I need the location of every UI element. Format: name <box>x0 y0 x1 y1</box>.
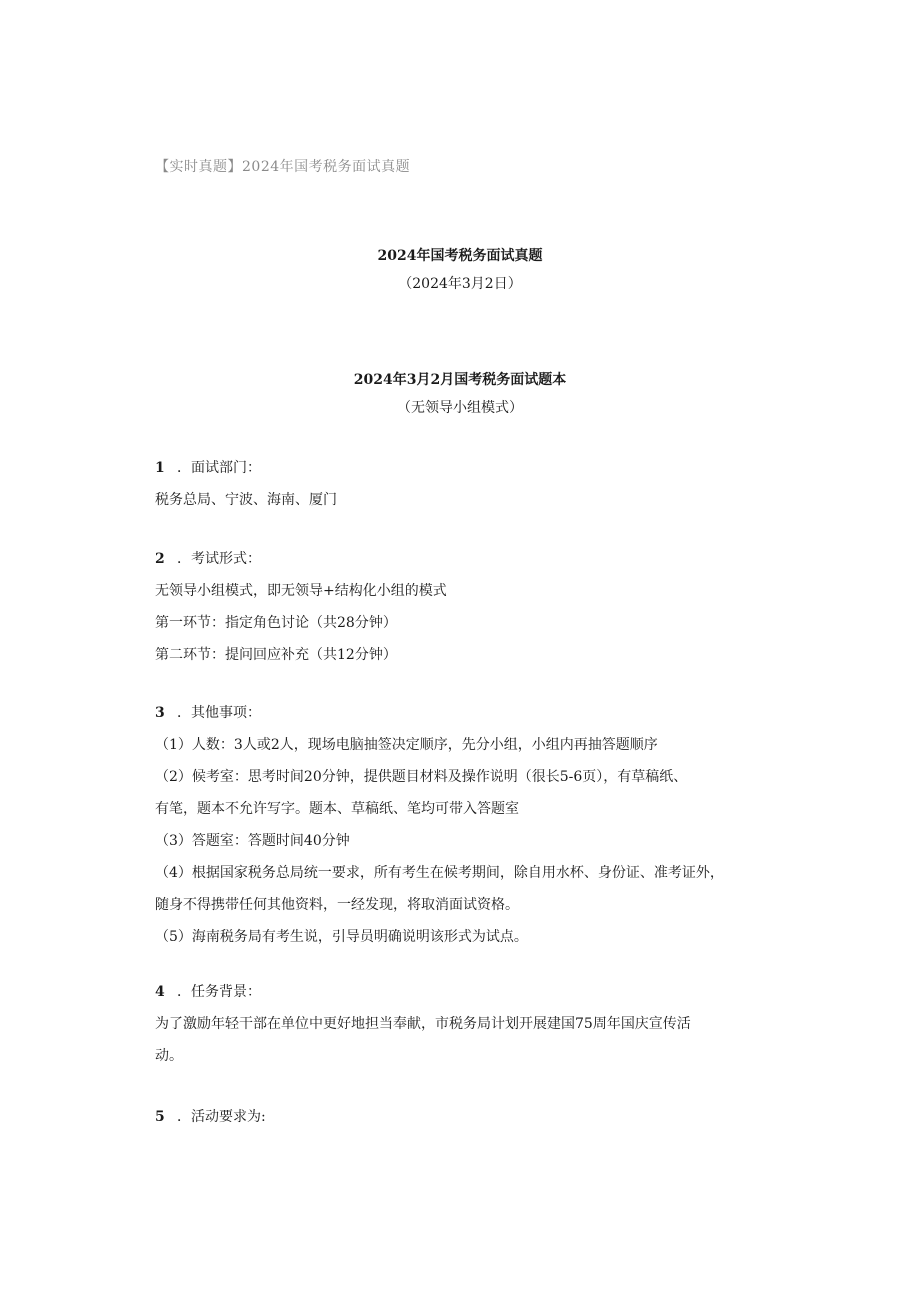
section-heading <box>155 1101 775 1133</box>
section-line: 有笔，题本不允许写字。题本、草稿纸、笔均可带入答题室 <box>155 801 519 817</box>
section-heading-text: ．面试部门： <box>177 460 261 476</box>
section-heading-text: ．其他事项： <box>177 705 261 721</box>
section-heading-text: ．活动要求为: <box>177 1109 266 1125</box>
subtitle-mode: （无领导小组模式） <box>397 400 523 416</box>
section-heading <box>155 543 775 575</box>
section-line: 随身不得携带任何其他资料，一经发现，将取消面试资格。 <box>155 897 519 913</box>
section-exam-format <box>155 543 775 671</box>
main-title-date: （2024年3月2日） <box>398 276 522 292</box>
section-line: （5）海南税务局有考生说，引导员明确说明该形式为试点。 <box>155 929 528 945</box>
section-activity-requirements <box>155 1101 775 1133</box>
section-line: 税务总局、宁波、海南、厦门 <box>155 492 337 508</box>
main-title: 2024年国考税务面试真题 <box>377 248 543 264</box>
section-line: （4）根据国家税务总局统一要求，所有考生在候考期间，除自用水杯、身份证、准考证外， <box>155 865 724 881</box>
section-number: 1 <box>155 460 165 476</box>
section-line: （2）候考室：思考时间20分钟，提供题目材料及操作说明（很长5-6页），有草稿纸、 <box>155 769 688 785</box>
section-other-notes <box>155 697 775 953</box>
section-line: 无领导小组模式，即无领导+结构化小组的模式 <box>155 583 447 599</box>
section-line: 为了激励年轻干部在单位中更好地担当奉献，市税务局计划开展建国75周年国庆宣传活 <box>155 1016 691 1032</box>
section-line: 第一环节：指定角色讨论（共28分钟） <box>155 615 397 631</box>
breadcrumb: 【实时真题】2024年国考税务面试真题 <box>155 159 411 175</box>
section-line: （3）答题室：答题时间40分钟 <box>155 833 350 849</box>
section-heading-text: ．任务背景： <box>177 984 261 1000</box>
section-number: 3 <box>155 705 165 721</box>
section-heading <box>155 452 775 484</box>
section-heading <box>155 697 775 729</box>
section-heading <box>155 976 775 1008</box>
section-number: 5 <box>155 1109 165 1125</box>
subtitle-block <box>0 366 920 422</box>
subtitle: 2024年3月2月国考税务面试题本 <box>353 372 567 388</box>
section-line: 动。 <box>155 1048 183 1064</box>
section-task-background <box>155 976 775 1072</box>
main-title-block <box>0 242 920 298</box>
section-heading-text: ．考试形式： <box>177 551 261 567</box>
section-line: （1）人数：3人或2人，现场电脑抽签决定顺序，先分小组，小组内再抽答题顺序 <box>155 737 658 753</box>
section-number: 2 <box>155 551 165 567</box>
section-line: 第二环节：提问回应补充（共12分钟） <box>155 647 397 663</box>
section-number: 4 <box>155 984 165 1000</box>
section-interview-departments <box>155 452 775 516</box>
